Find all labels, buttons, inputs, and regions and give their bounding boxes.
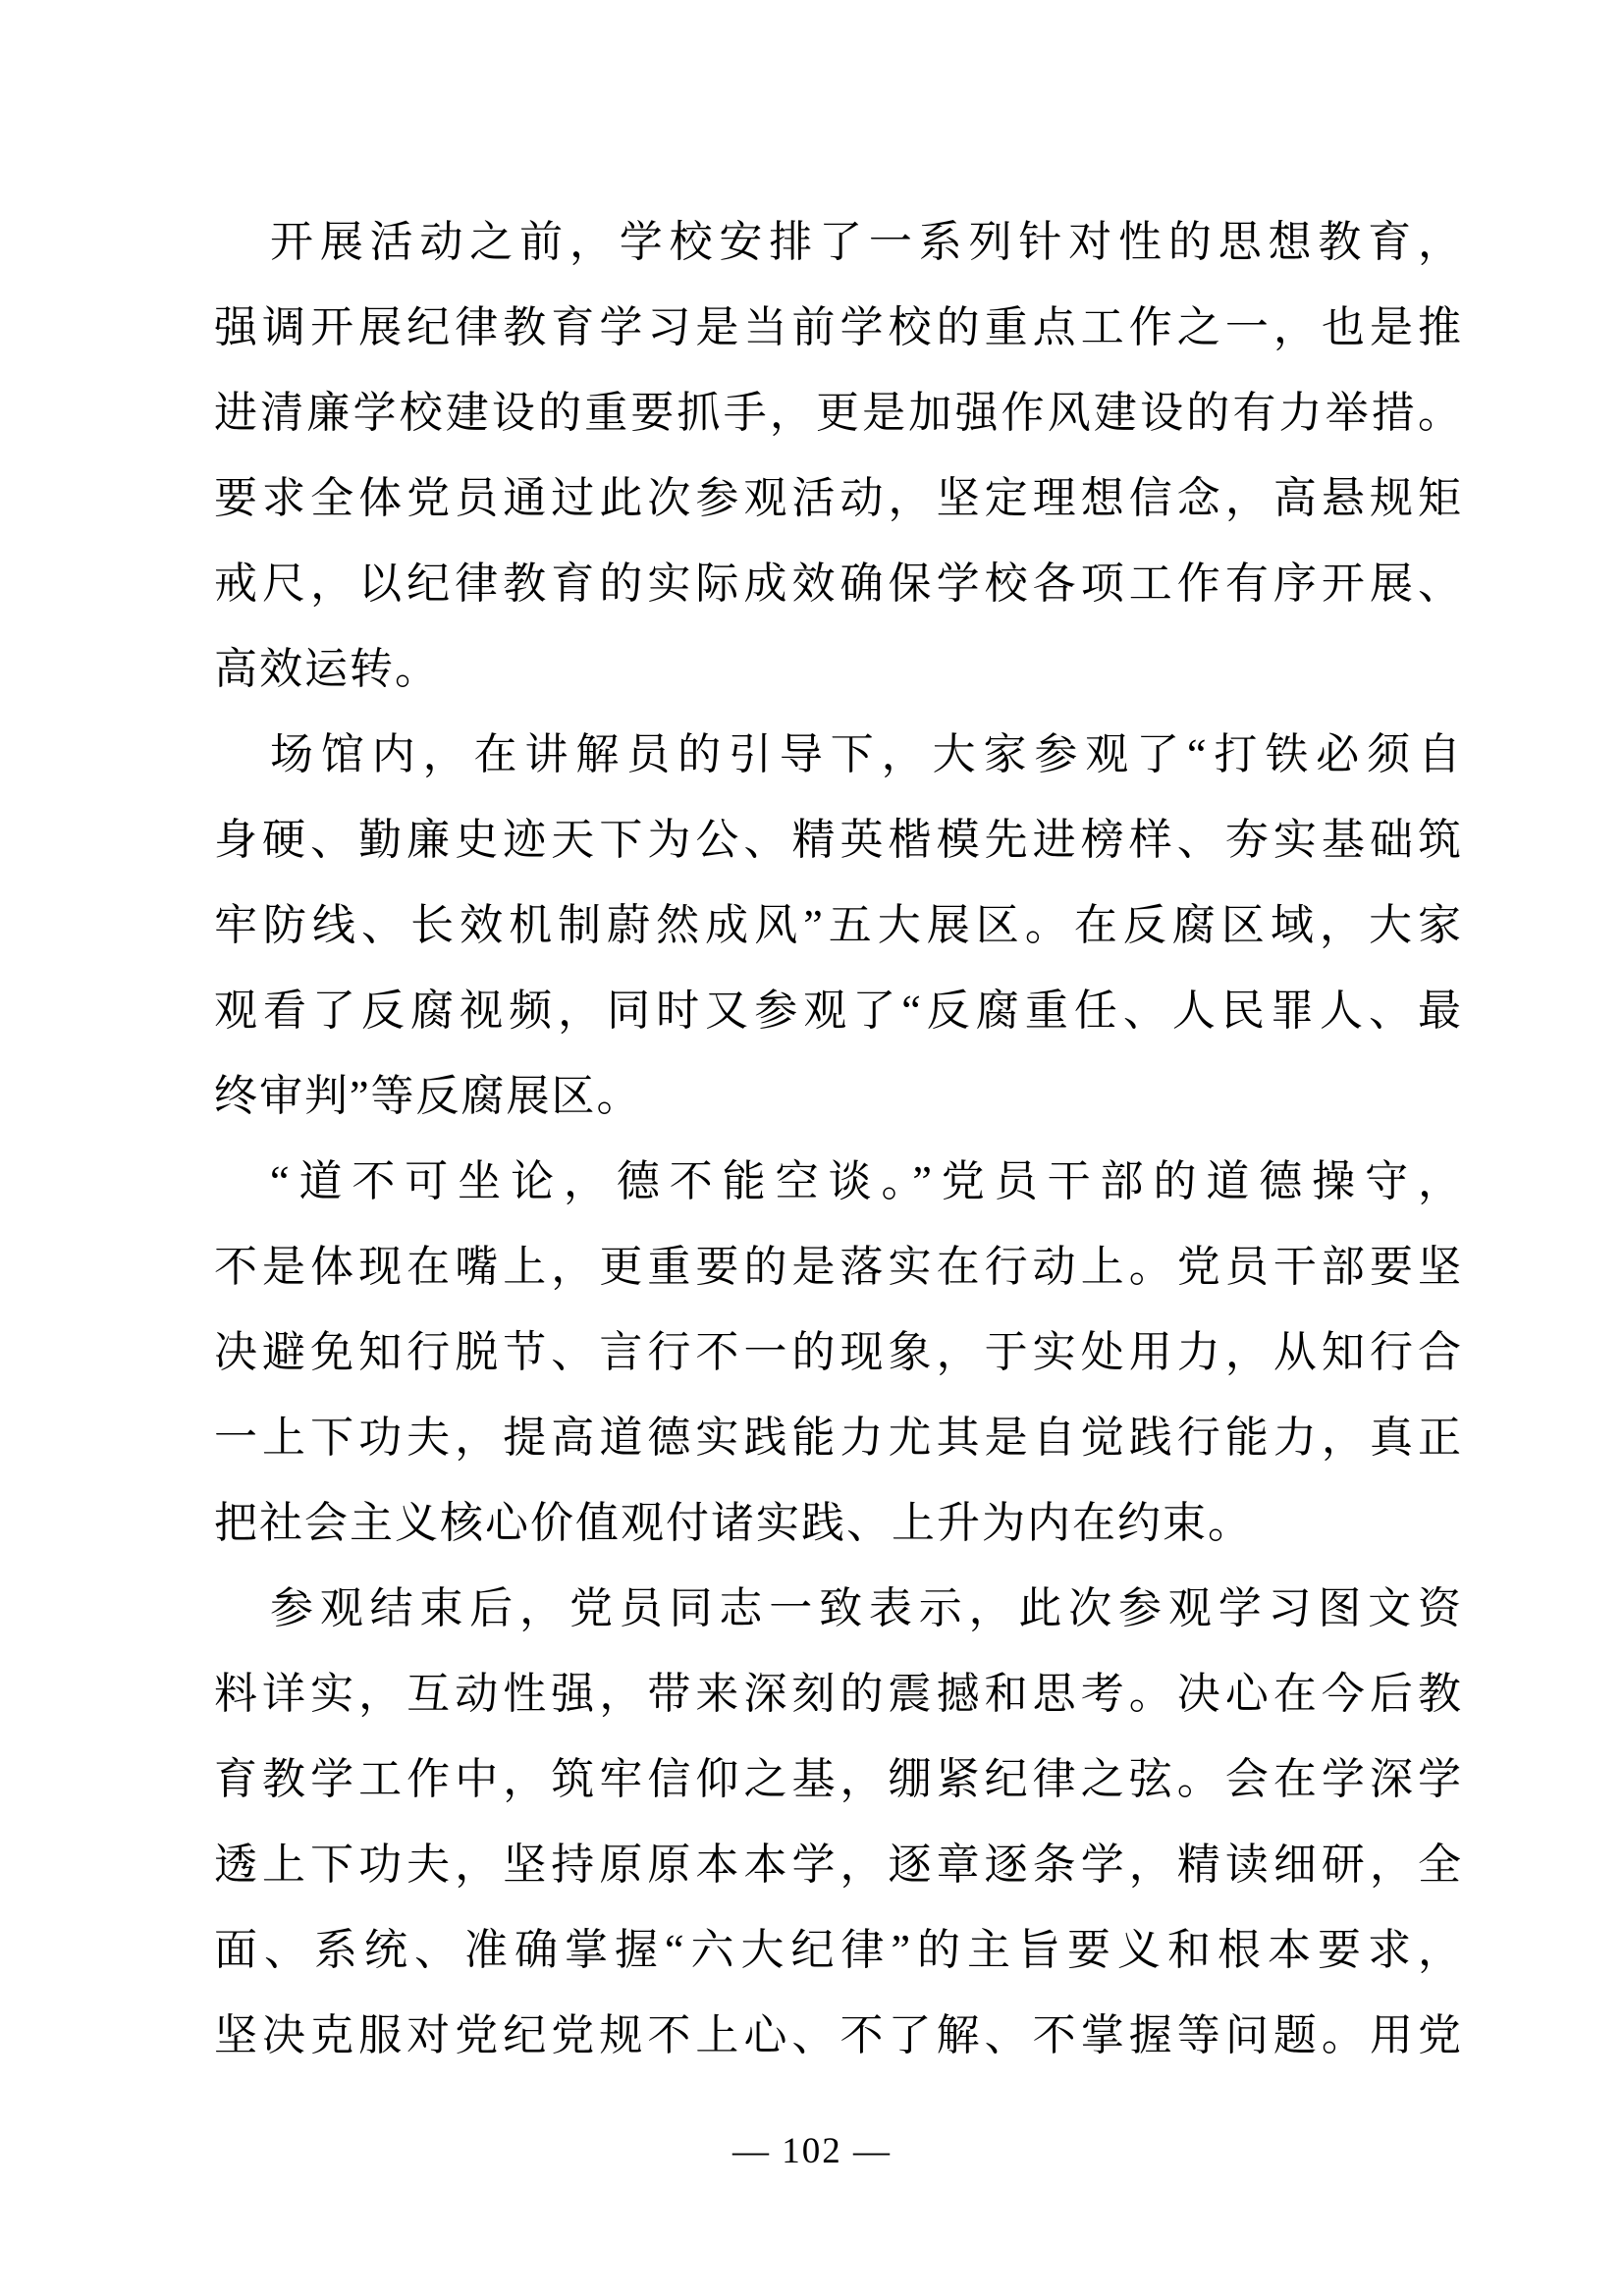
text-line: 强调开展纪律教育学习是当前学校的重点工作之一，也是推 <box>214 303 1463 351</box>
text-line: 面、系统、准确掌握“六大纪律”的主旨要义和根本要求， <box>214 1926 1463 1974</box>
text-line: 场馆内，在讲解员的引导下，大家参观了“打铁必须自 <box>270 730 1463 778</box>
text-line: 观看了反腐视频，同时又参观了“反腐重任、人民罪人、最 <box>214 987 1463 1035</box>
paragraph <box>214 1566 1463 2078</box>
text-line: 身硬、勤廉史迹天下为公、精英楷模先进榜样、夯实基础筑 <box>214 816 1463 864</box>
text-line: 要求全体党员通过此次参观活动，坚定理想信念，高悬规矩 <box>214 474 1463 522</box>
text-line: 高效运转。 <box>214 645 440 693</box>
text-line: 不是体现在嘴上，更重要的是落实在行动上。党员干部要坚 <box>214 1243 1463 1291</box>
text-line: 一上下功夫，提高道德实践能力尤其是自觉践行能力，真正 <box>214 1414 1463 1462</box>
text-line: 终审判”等反腐展区。 <box>214 1072 642 1120</box>
paragraph <box>214 712 1463 1139</box>
text-line: 决避免知行脱节、言行不一的现象，于实处用力，从知行合 <box>214 1328 1463 1376</box>
text-line: 进清廉学校建设的重要抓手，更是加强作风建设的有力举措。 <box>214 389 1463 437</box>
text-line: 牢防线、长效机制蔚然成风”五大展区。在反腐区域，大家 <box>214 901 1463 949</box>
text-line: 育教学工作中，筑牢信仰之基，绷紧纪律之弦。会在学深学 <box>214 1755 1463 1803</box>
page-number: — 102 — <box>732 2131 892 2171</box>
paragraph <box>214 199 1463 712</box>
text-line: 戒尺，以纪律教育的实际成效确保学校各项工作有序开展、 <box>214 560 1463 608</box>
text-line: “道不可坐论，德不能空谈。”党员干部的道德操守， <box>270 1157 1463 1205</box>
text-line: 开展活动之前，学校安排了一系列针对性的思想教育， <box>270 218 1463 266</box>
text-line: 坚决克服对党纪党规不上心、不了解、不掌握等问题。用党 <box>214 2011 1463 2059</box>
document-body <box>214 199 1463 2078</box>
paragraph <box>214 1139 1463 1566</box>
text-line: 把社会主义核心价值观付诸实践、上升为内在约束。 <box>214 1499 1253 1547</box>
text-line: 透上下功夫，坚持原原本本学，逐章逐条学，精读细研，全 <box>214 1841 1463 1889</box>
text-line: 参观结束后，党员同志一致表示，此次参观学习图文资 <box>270 1584 1463 1632</box>
text-line: 料详实，互动性强，带来深刻的震撼和思考。决心在今后教 <box>214 1670 1463 1718</box>
